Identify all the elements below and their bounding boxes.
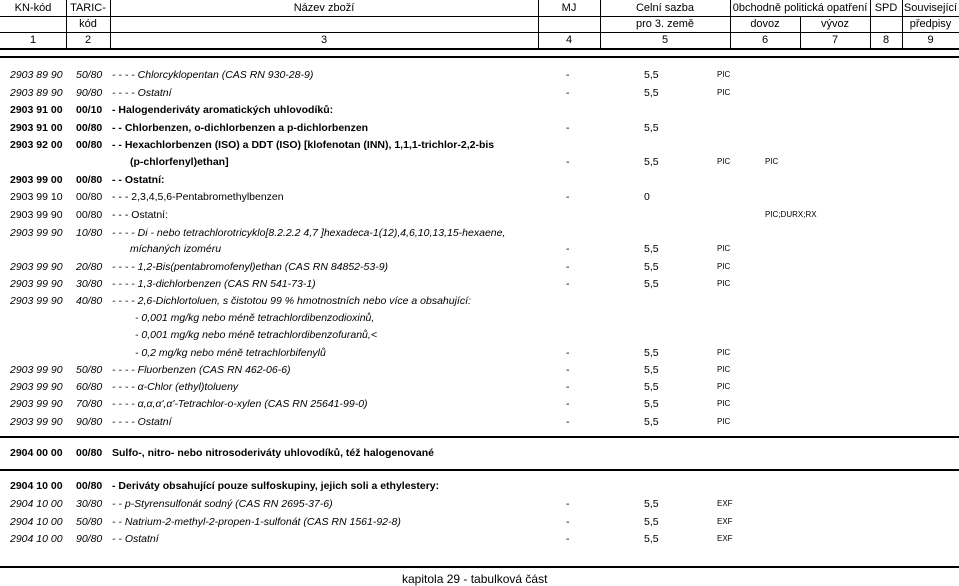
- taric-code-cell: 60/80: [76, 381, 103, 393]
- regulations-cell: PIC: [765, 157, 779, 166]
- kn-code-cell: 2903 99 90: [10, 416, 63, 428]
- header-row-2: [0, 16, 959, 33]
- import-measure-cell: PIC: [717, 70, 731, 79]
- header-divider: [66, 0, 67, 48]
- kn-code-cell: 2903 92 00: [10, 139, 63, 151]
- import-measure-cell: PIC: [717, 88, 731, 97]
- import-measure-cell: PIC: [717, 417, 731, 426]
- duty-rate-cell: 5,5: [644, 243, 659, 255]
- header-duty: Celní sazba: [635, 2, 695, 14]
- kn-code-cell: 2903 99 90: [10, 381, 63, 393]
- import-measure-cell: PIC: [717, 157, 731, 166]
- taric-code-cell: 10/80: [76, 227, 103, 239]
- goods-name-cell: - - - - Ostatní: [112, 87, 172, 99]
- footer-line: [0, 566, 959, 568]
- kn-code-cell: 2903 99 90: [10, 295, 63, 307]
- kn-code-cell: 2903 89 90: [10, 69, 63, 81]
- kn-code-cell: 2903 99 90: [10, 398, 63, 410]
- col-number: 9: [927, 34, 934, 46]
- import-measure-cell: PIC: [717, 399, 731, 408]
- kn-code-cell: 2904 10 00: [10, 533, 63, 545]
- col-number: 6: [761, 34, 769, 46]
- goods-name-cell: - - - Ostatní:: [112, 209, 169, 221]
- kn-code-cell: 2903 99 90: [10, 278, 63, 290]
- goods-name-cell: - 0,001 mg/kg nebo méně tetrachlordibenzodioxinů,: [135, 312, 375, 324]
- unit-cell: -: [566, 191, 570, 203]
- goods-name-cell: - Halogenderiváty aromatických uhlovodíků:: [112, 104, 334, 116]
- header-related: Související: [903, 2, 958, 14]
- goods-name-cell: - - p-Styrensulfonát sodný (CAS RN 2695-37-6): [112, 498, 333, 510]
- duty-rate-cell: 5,5: [644, 122, 659, 134]
- duty-rate-cell: 5,5: [644, 381, 659, 393]
- import-measure-cell: PIC: [717, 348, 731, 357]
- kn-code-cell: 2904 00 00: [10, 447, 63, 459]
- unit-cell: -: [566, 381, 570, 393]
- header-import: dovoz: [750, 18, 780, 30]
- header-row-3: [0, 32, 959, 50]
- taric-code-cell: 30/80: [76, 278, 103, 290]
- kn-code-cell: 2903 99 90: [10, 227, 63, 239]
- unit-cell: -: [566, 156, 570, 168]
- taric-code-cell: 50/80: [76, 69, 103, 81]
- goods-name-cell: - - - - 2,6-Dichlortoluen, s čistotou 99 % hmotnostních nebo více a obsahující:: [112, 295, 471, 307]
- unit-cell: -: [566, 498, 570, 510]
- import-measure-cell: PIC: [717, 244, 731, 253]
- kn-code-cell: 2903 91 00: [10, 104, 63, 116]
- kn-code-cell: 2904 10 00: [10, 480, 63, 492]
- taric-code-cell: 40/80: [76, 295, 103, 307]
- header-divider: [600, 0, 601, 48]
- header-divider: [730, 0, 731, 48]
- kn-code-cell: 2903 99 10: [10, 191, 63, 203]
- header-divider: [870, 0, 871, 48]
- header-divider: [902, 0, 903, 48]
- goods-name-cell: (p-chlorfenyl)ethan]: [130, 156, 229, 168]
- header-mj: MJ: [561, 2, 577, 14]
- goods-name-cell: - - Ostatní:: [112, 174, 165, 186]
- header-taric: TARIC-: [70, 2, 106, 14]
- goods-name-cell: - - - - 1,3-dichlorbenzen (CAS RN 541-73-1): [112, 278, 316, 290]
- footer-caption: kapitola 29 - tabulková část: [402, 572, 548, 586]
- goods-name-cell: - 0,2 mg/kg nebo méně tetrachlorbifenylů: [135, 347, 326, 359]
- duty-rate-cell: 5,5: [644, 69, 659, 81]
- unit-cell: -: [566, 416, 570, 428]
- header-export: vývoz: [820, 18, 850, 30]
- kn-code-cell: 2903 99 90: [10, 261, 63, 273]
- goods-name-cell: - 0,001 mg/kg nebo méně tetrachlordibenzofuranů,<: [135, 329, 377, 341]
- goods-name-cell: míchaných izoméru: [130, 243, 222, 255]
- goods-name-cell: - - - - Fluorbenzen (CAS RN 462-06-6): [112, 364, 291, 376]
- col-number: 8: [882, 34, 890, 46]
- duty-rate-cell: 5,5: [644, 498, 659, 510]
- unit-cell: -: [566, 278, 570, 290]
- kn-code-cell: 2904 10 00: [10, 498, 63, 510]
- unit-cell: -: [566, 261, 570, 273]
- goods-name-cell: - - - - α,α,α',α'-Tetrachlor-o-xylen (CAS RN 25641-99-0): [112, 398, 368, 410]
- header-kn: KN-kód: [14, 2, 52, 14]
- taric-code-cell: 00/80: [76, 209, 103, 221]
- kn-code-cell: 2904 10 00: [10, 516, 63, 528]
- import-measure-cell: PIC: [717, 262, 731, 271]
- unit-cell: -: [566, 87, 570, 99]
- import-measure-cell: EXF: [717, 534, 733, 543]
- goods-name-cell: - - Chlorbenzen, o-dichlorbenzen a p-dichlorbenzen: [112, 122, 369, 134]
- col-number: 5: [661, 34, 669, 46]
- goods-name-cell: - - - 2,3,4,5,6-Pentabromethylbenzen: [112, 191, 284, 203]
- header-measures: 0bchodně politická opatření: [732, 2, 868, 14]
- unit-cell: -: [566, 398, 570, 410]
- duty-rate-cell: 5,5: [644, 398, 659, 410]
- duty-rate-cell: 5,5: [644, 533, 659, 545]
- kn-code-cell: 2903 99 90: [10, 364, 63, 376]
- kn-code-cell: 2903 99 90: [10, 209, 63, 221]
- goods-name-cell: - Deriváty obsahující pouze sulfoskupiny, jejich soli a ethylestery:: [112, 480, 440, 492]
- taric-code-cell: 90/80: [76, 533, 103, 545]
- taric-code-cell: 00/80: [76, 139, 103, 151]
- goods-name-cell: - - - - Di - nebo tetrachlorotricyklo[8.2.2.2 4,7 ]hexadeca-1(12),4,6,10,13,15-hexaene,: [112, 227, 506, 239]
- unit-cell: -: [566, 122, 570, 134]
- import-measure-cell: PIC: [717, 382, 731, 391]
- goods-name-cell: - - - - 1,2-Bis(pentabromofenyl)ethan (CAS RN 84852-53-9): [112, 261, 389, 273]
- goods-name-cell: Sulfo-, nitro- nebo nitrosoderiváty uhlovodíků, též halogenované: [112, 447, 435, 459]
- unit-cell: -: [566, 347, 570, 359]
- kn-code-cell: 2903 99 00: [10, 174, 63, 186]
- header-third-country: pro 3. země: [635, 18, 695, 30]
- import-measure-cell: PIC: [717, 279, 731, 288]
- import-measure-cell: EXF: [717, 517, 733, 526]
- taric-code-cell: 70/80: [76, 398, 103, 410]
- taric-code-cell: 00/80: [76, 174, 103, 186]
- table-header: [0, 0, 959, 48]
- taric-code-cell: 00/80: [76, 191, 103, 203]
- taric-code-cell: 00/80: [76, 447, 103, 459]
- taric-code-cell: 90/80: [76, 87, 103, 99]
- regulations-cell: PIC;DURX;RX: [765, 210, 817, 219]
- header-regs: předpisy: [909, 18, 952, 30]
- unit-cell: -: [566, 243, 570, 255]
- header-divider: [110, 0, 111, 48]
- header-kod: kód: [79, 18, 97, 30]
- goods-name-cell: - - Natrium-2-methyl-2-propen-1-sulfonát (CAS RN 1561-92-8): [112, 516, 401, 528]
- import-measure-cell: EXF: [717, 499, 733, 508]
- taric-code-cell: 00/10: [76, 104, 103, 116]
- goods-name-cell: - - - - α-Chlor (ethyl)tolueny: [112, 381, 239, 393]
- goods-name-cell: - - Ostatní: [112, 533, 159, 545]
- taric-code-cell: 20/80: [76, 261, 103, 273]
- duty-rate-cell: 5,5: [644, 278, 659, 290]
- col-number: 3: [320, 34, 328, 46]
- section-separator: [0, 56, 959, 58]
- section-separator: [0, 469, 959, 471]
- header-name: Název zboží: [293, 2, 355, 14]
- goods-name-cell: - - Hexachlorbenzen (ISO) a DDT (ISO) [klofenotan (INN), 1,1,1-trichlor-2,2-bis: [112, 139, 495, 151]
- taric-code-cell: 00/80: [76, 122, 103, 134]
- header-divider: [800, 16, 801, 48]
- goods-name-cell: - - - - Chlorcyklopentan (CAS RN 930-28-9): [112, 69, 314, 81]
- header-row-1: [0, 0, 959, 17]
- taric-code-cell: 30/80: [76, 498, 103, 510]
- goods-name-cell: - - - - Ostatní: [112, 416, 172, 428]
- duty-rate-cell: 5,5: [644, 516, 659, 528]
- unit-cell: -: [566, 69, 570, 81]
- taric-code-cell: 50/80: [76, 516, 103, 528]
- header-divider: [538, 0, 539, 48]
- unit-cell: -: [566, 516, 570, 528]
- section-separator: [0, 436, 959, 438]
- duty-rate-cell: 5,5: [644, 87, 659, 99]
- unit-cell: -: [566, 364, 570, 376]
- col-number: 4: [565, 34, 573, 46]
- col-number: 1: [29, 34, 37, 46]
- duty-rate-cell: 5,5: [644, 347, 659, 359]
- duty-rate-cell: 5,5: [644, 364, 659, 376]
- taric-code-cell: 90/80: [76, 416, 103, 428]
- taric-code-cell: 50/80: [76, 364, 103, 376]
- duty-rate-cell: 0: [644, 191, 650, 203]
- kn-code-cell: 2903 89 90: [10, 87, 63, 99]
- duty-rate-cell: 5,5: [644, 156, 659, 168]
- col-number: 2: [84, 34, 92, 46]
- header-spd: SPD: [874, 2, 898, 14]
- duty-rate-cell: 5,5: [644, 261, 659, 273]
- kn-code-cell: 2903 91 00: [10, 122, 63, 134]
- import-measure-cell: PIC: [717, 365, 731, 374]
- col-number: 7: [831, 34, 839, 46]
- duty-rate-cell: 5,5: [644, 416, 659, 428]
- unit-cell: -: [566, 533, 570, 545]
- taric-code-cell: 00/80: [76, 480, 103, 492]
